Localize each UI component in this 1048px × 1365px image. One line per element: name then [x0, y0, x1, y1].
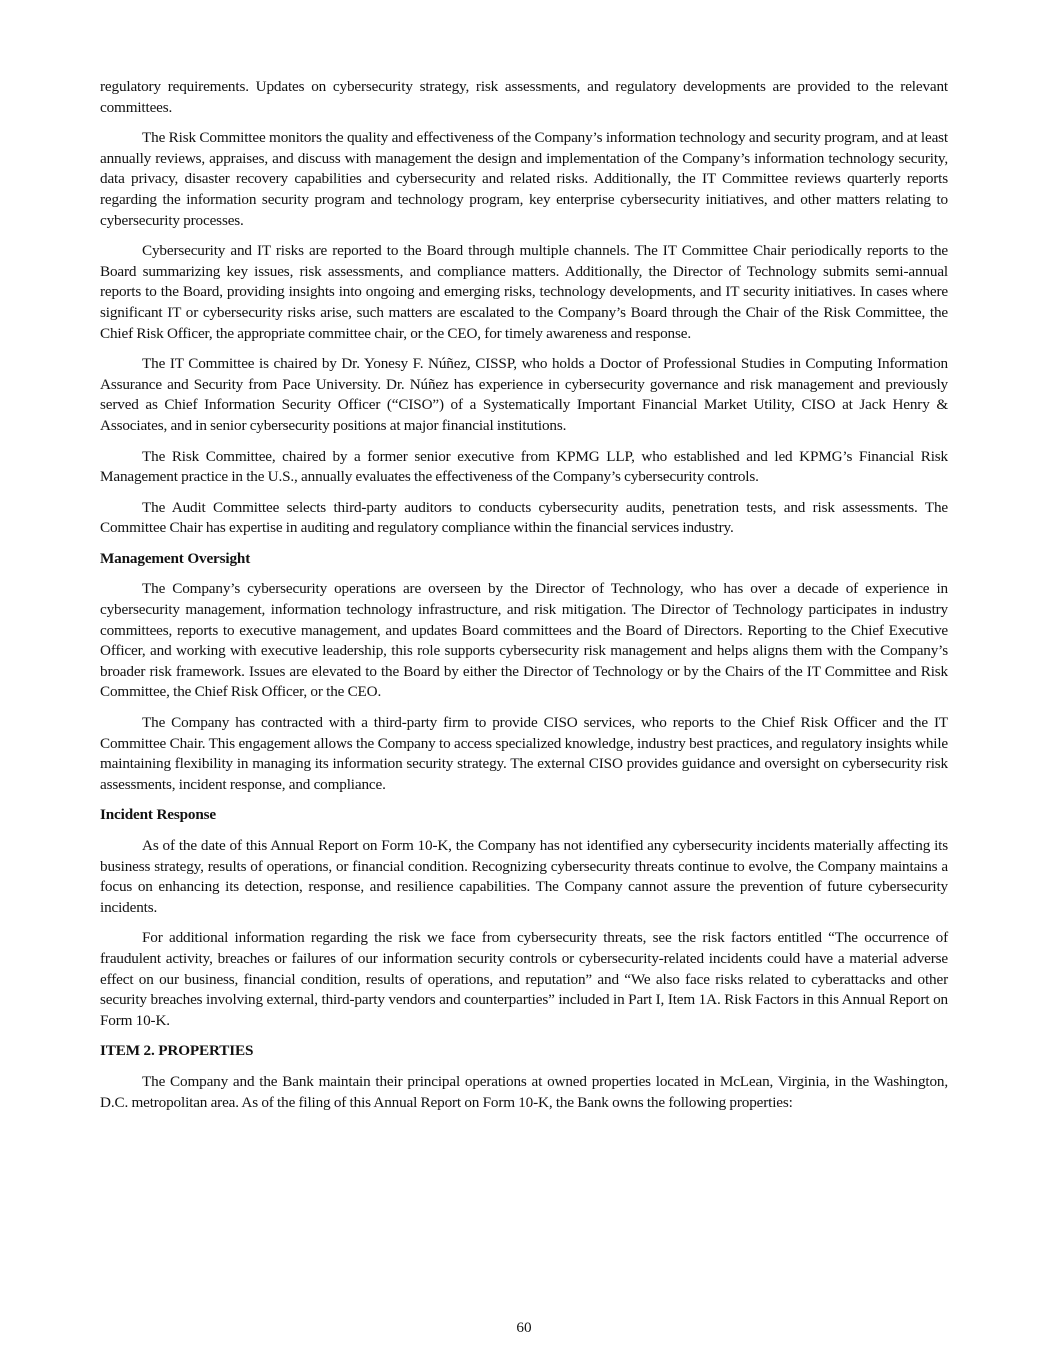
heading-item-2-properties: ITEM 2. PROPERTIES [100, 1042, 254, 1060]
paragraph-risk-committee-monitoring: The Risk Committee monitors the quality and effectiveness of the Company’s information technology and security program, and at least annually reviews, appraises, and discuss with management the design and implementation of the Company’s information technology security, data privacy, disaster recovery capabilities and cybersecurity and related risks. Additionally, the IT Committee reviews quarterly reports regarding the information security program and technology program, key enterprise cybersecurity initiatives, and other matters relating to cybersecurity processes. [100, 129, 948, 229]
paragraph-board-reporting: Cybersecurity and IT risks are reported to the Board through multiple channels. The IT Committee Chair periodically reports to the Board summarizing key issues, risk assessments, and compliance matters. Additionally, the Director of Technology submits semi-annual reports to the Board, providing insights into ongoing and emerging risks, technology developments, and IT security initiatives. In cases where significant IT or cybersecurity risks arise, such matters are escalated to the Company’s Board through the Chair of the Risk Committee, the Chief Risk Officer, the appropriate committee chair, or the CEO, for timely awareness and response. [100, 242, 948, 342]
paragraph-regulatory-updates: regulatory requirements. Updates on cybersecurity strategy, risk assessments, and regulatory developments are provided to the relevant committees. [100, 78, 948, 116]
paragraph-third-party-ciso: The Company has contracted with a third-party firm to provide CISO services, who reports to the Chief Risk Officer and the IT Committee Chair. This engagement allows the Company to access specialized knowledge, industry best practices, and regulatory insights while maintaining flexibility in managing its information security strategy. The external CISO provides guidance and oversight on cybersecurity risk assessments, incident response, and compliance. [100, 714, 948, 793]
document-page [100, 77, 948, 1123]
paragraph-it-committee-chair: The IT Committee is chaired by Dr. Yonesy F. Núñez, CISSP, who holds a Doctor of Professional Studies in Computing Information Assurance and Security from Pace University. Dr. Núñez has experience in cybersecurity governance and risk management and previously served as Chief Information Security Officer (“CISO”) of a Systematically Important Financial Market Utility, CISO at Jack Henry & Associates, and in senior cybersecurity positions at major financial institutions. [100, 355, 948, 434]
paragraph-risk-committee-chair: The Risk Committee, chaired by a former senior executive from KPMG LLP, who established and led KPMG’s Financial Risk Management practice in the U.S., annually evaluates the effectiveness of the Company’s cybersecurity controls. [100, 447, 948, 486]
paragraph-audit-committee: The Audit Committee selects third-party auditors to conducts cybersecurity audits, penetration tests, and risk assessments. The Committee Chair has expertise in auditing and regulatory compliance within the financial services industry. [100, 498, 948, 537]
page-number: 60 [516, 1319, 532, 1336]
paragraph-risk-factors-reference: For additional information regarding the risk we face from cybersecurity threats, see the risk factors entitled “The occurrence of fraudulent activity, breaches or failures of our information security controls or cybersecurity-related incidents could have a material adverse effect on our business, financial condition, results of operations, and reputation” and “We also face risks related to cyberattacks and other security breaches involving external, third-party vendors and counterparties” included in Part I, Item 1A. Risk Factors in this Annual Report on Form 10-K. [100, 929, 948, 1029]
paragraph-no-incidents: As of the date of this Annual Report on Form 10-K, the Company has not identified any cybersecurity incidents materially affecting its business strategy, results of operations, or financial condition. Recognizing cybersecurity threats continue to evolve, the Company maintains a focus on enhancing its detection, response, and resilience capabilities. The Company cannot assure the prevention of future cybersecurity incidents. [100, 837, 948, 916]
heading-management-oversight: Management Oversight [100, 549, 251, 567]
paragraph-properties-intro: The Company and the Bank maintain their principal operations at owned properties located in McLean, Virginia, in the Washington, D.C. metropolitan area. As of the filing of this Annual Report on Form 10-K, the Bank owns the following properties: [100, 1072, 948, 1111]
paragraph-director-of-technology: The Company’s cybersecurity operations are overseen by the Director of Technology, who has over a decade of experience in cybersecurity management, information technology infrastructure, and risk mitigation. The Director of Technology participates in industry committees, reports to executive management, and updates Board committees and the Board of Directors. Reporting to the Chief Executive Officer, and working with executive leadership, this role supports cybersecurity risk management and helps aligns them with the Company’s broader risk framework. Issues are elevated to the Board by either the Director of Technology or by the Chairs of the IT Committee and Risk Committee, the Chief Risk Officer, or the CEO. [100, 580, 948, 701]
heading-incident-response: Incident Response [100, 806, 217, 824]
